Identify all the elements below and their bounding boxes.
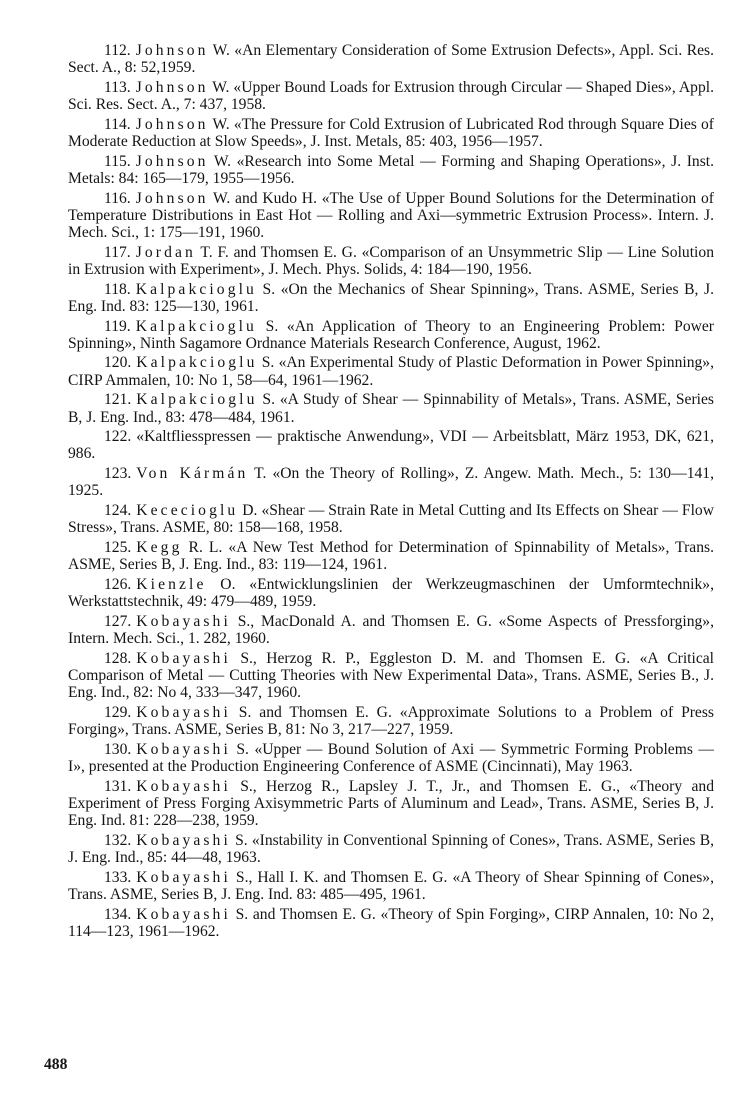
reference-author: Johnson	[135, 78, 209, 96]
reference-entry	[68, 741, 714, 775]
reference-number: 134.	[104, 905, 132, 923]
reference-number: 132.	[104, 831, 132, 849]
reference-entry	[68, 116, 714, 150]
reference-number: 122.	[104, 428, 132, 446]
reference-text: S. «Upper — Bound Solution of Axi — Symmetric Forming Problems — I», presented at the Production Engineering Conference of ASME (Cincinnati), May 1963.	[68, 740, 714, 775]
reference-text: S. and Thomsen E. G. «Approximate Solutions to a Problem of Press Forging», Trans. ASME, Series B, 81: No 3, 217—227, 1959.	[68, 703, 714, 739]
reference-entry	[68, 613, 714, 647]
reference-text: S. «An Experimental Study of Plastic Deformation in Power Spinning», CIRP Ammalen, 10: No 1, 58—64, 1961—1962.	[68, 354, 714, 389]
reference-entry	[68, 244, 714, 278]
reference-entry	[68, 391, 714, 425]
reference-author: Kobayashi	[136, 905, 231, 923]
reference-text: «Kaltfliesspressen — praktische Anwendung», VDI — Arbeitsblatt, März 1953, DK, 621, 986.	[68, 428, 714, 463]
reference-number: 112.	[104, 42, 131, 59]
reference-entry	[68, 539, 714, 573]
reference-entry	[68, 906, 714, 940]
reference-number: 123.	[104, 465, 132, 483]
reference-number: 130.	[104, 740, 132, 758]
reference-number: 125.	[104, 538, 132, 556]
reference-number: 117.	[104, 243, 131, 261]
reference-author: Kalpakcioglu	[136, 391, 258, 409]
reference-author: Johnson	[135, 152, 209, 170]
reference-author: Kobayashi	[136, 831, 231, 849]
reference-text: S. «On the Mechanics of Shear Spinning», Trans. ASME, Series B, J. Eng. Ind. 83: 125—130, 1961.	[68, 280, 714, 315]
reference-author: Kegg	[136, 538, 183, 556]
reference-text: W. and Kudo H. «The Use of Upper Bound Solutions for the Determination of Temperature Distributions in East Hot — Rolling and Axi—symmetric Extrusion Process». Intern. J. Mech. Sci., 1: 175—191, 1960.	[68, 189, 714, 242]
reference-number: 124.	[104, 502, 132, 520]
reference-text: R. L. «A New Test Method for Determination of Spinnability of Metals», Trans. ASME, Series B, J. Eng. Ind., 83: 119—124, 1961.	[68, 538, 714, 574]
reference-entry	[68, 190, 714, 242]
reference-author: Kalpakcioglu	[136, 354, 258, 372]
reference-text: W. «An Elementary Consideration of Some Extrusion Defects», Appl. Sci. Res. Sect. A., 8: 52,1959.	[68, 42, 714, 77]
reference-number: 116.	[104, 189, 131, 207]
reference-author: Von Kármán	[136, 465, 249, 483]
reference-entry	[68, 650, 714, 702]
reference-number: 127.	[104, 612, 132, 630]
reference-entry	[68, 869, 714, 903]
reference-number: 120.	[104, 354, 132, 372]
reference-entry	[68, 318, 714, 352]
reference-text: W. «The Pressure for Cold Extrusion of Lubricated Rod through Square Dies of Moderate Reduction at Slow Speeds», J. Inst. Metals, 85: 403, 1956—1957.	[68, 115, 714, 151]
reference-entry	[68, 79, 714, 113]
reference-text: T. «On the Theory of Rolling», Z. Angew. Math. Mech., 5: 130—141, 1925.	[68, 465, 714, 500]
reference-text: S. «An Application of Theory to an Engineering Problem: Power Spinning», Ninth Sagamore Ordnance Materials Research Conference, August, 1962.	[68, 317, 714, 352]
reference-text: T. F. and Thomsen E. G. «Comparison of an Unsymmetric Slip — Line Solution in Extrusion with Experiment», J. Mech. Phys. Solids, 4: 184—190, 1956.	[68, 243, 714, 278]
reference-entry	[68, 153, 714, 187]
reference-entry	[68, 832, 714, 866]
reference-entry	[68, 778, 714, 830]
reference-author: Kececioglu	[136, 502, 239, 520]
reference-text: S. «Instability in Conventional Spinning of Cones», Trans. ASME, Series B, J. Eng. Ind., 85: 44—48, 1963.	[68, 831, 714, 866]
reference-author: Johnson	[135, 115, 209, 133]
reference-entry	[68, 502, 714, 536]
reference-author: Johnson	[135, 189, 209, 207]
reference-text: S., MacDonald A. and Thomsen E. G. «Some Aspects of Pressforging», Intern. Mech. Sci., 1. 282, 1960.	[68, 612, 714, 647]
reference-number: 114.	[104, 115, 131, 133]
reference-number: 115.	[104, 152, 131, 170]
page-number: 488	[44, 1056, 68, 1073]
reference-text: S., Herzog R., Lapsley J. T., Jr., and Thomsen E. G., «Theory and Experiment of Press Forging Axisymmetric Parts of Aluminum and Lead», Trans. ASME, Series B, J. Eng. Ind. 81: 228—238, 1959.	[68, 777, 714, 830]
reference-number: 128.	[104, 649, 132, 667]
reference-entry	[68, 354, 714, 388]
reference-entry	[68, 465, 714, 499]
reference-entry	[68, 42, 714, 76]
reference-author: Kobayashi	[136, 740, 231, 758]
reference-number: 133.	[104, 868, 132, 886]
reference-text: O. «Entwicklungslinien der Werkzeugmaschinen der Umformtechnik», Werkstattstechnik, 49: 479—489, 1959.	[68, 575, 714, 611]
reference-author: Kobayashi	[136, 703, 231, 721]
reference-author: Kalpakcioglu	[135, 280, 257, 298]
reference-author: Johnson	[135, 42, 209, 59]
reference-text: S. and Thomsen E. G. «Theory of Spin Forging», CIRP Annalen, 10: No 2, 114—123, 1961—1962.	[68, 905, 714, 940]
reference-text: S., Hall I. K. and Thomsen E. G. «A Theory of Shear Spinning of Cones», Trans. ASME, Series B, J. Eng. Ind. 83: 485—495, 1961.	[68, 868, 714, 903]
reference-author: Kobayashi	[136, 649, 231, 667]
reference-text: D. «Shear — Strain Rate in Metal Cutting and Its Effects on Shear — Flow Stress», Trans. ASME, 80: 158—168, 1958.	[68, 502, 714, 537]
reference-author: Kobayashi	[136, 868, 231, 886]
reference-number: 119.	[104, 317, 131, 335]
reference-author: Kalpakcioglu	[135, 317, 257, 335]
reference-entry	[68, 704, 714, 738]
reference-entry	[68, 428, 714, 462]
reference-text: S. «A Study of Shear — Spinnability of Metals», Trans. ASME, Series B, J. Eng. Ind., 83: 478—484, 1961.	[68, 391, 714, 426]
reference-author: Kobayashi	[136, 777, 231, 795]
reference-author: Kobayashi	[136, 612, 231, 630]
reference-text: W. «Research into Some Metal — Forming and Shaping Operations», J. Inst. Metals: 84: 165—179, 1955—1956.	[68, 152, 714, 187]
reference-number: 129.	[104, 703, 132, 721]
reference-author: Kienzle	[136, 575, 207, 593]
reference-text: S., Herzog R. P., Eggleston D. M. and Thomsen E. G. «A Critical Comparison of Metal — Cutting Theories with New Experimental Data», Trans. ASME, Series B., J. Eng. Ind., 82: No 4, 333—347, 1960.	[68, 649, 714, 702]
reference-entry	[68, 281, 714, 315]
reference-number: 121.	[104, 391, 132, 409]
reference-author: Jordan	[135, 243, 196, 261]
reference-number: 126.	[104, 575, 132, 593]
reference-entry	[68, 576, 714, 610]
reference-number: 118.	[104, 280, 131, 298]
reference-number: 131.	[104, 777, 132, 795]
reference-number: 113.	[104, 78, 131, 96]
reference-text: W. «Upper Bound Loads for Extrusion through Circular — Shaped Dies», Appl. Sci. Res. Sect. A., 7: 437, 1958.	[68, 78, 714, 114]
reference-list	[68, 42, 714, 940]
